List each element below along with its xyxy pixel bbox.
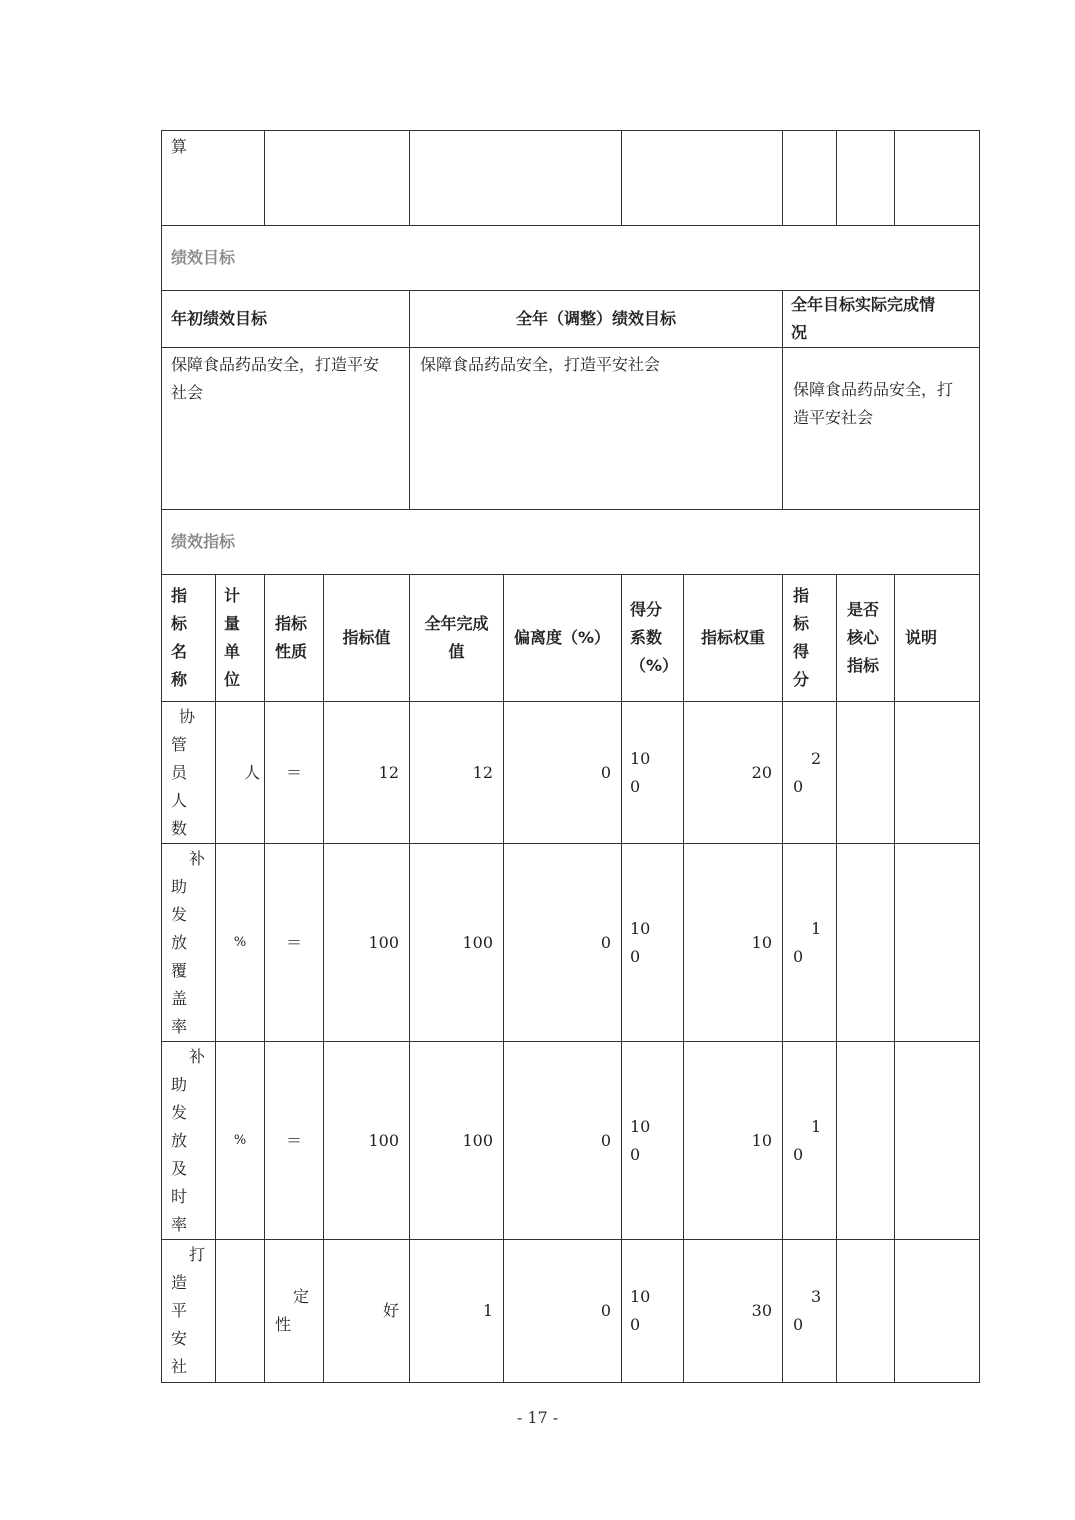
ih-name-3: 名 [171,642,188,661]
row1-name-5: 数 [171,818,188,838]
row1-coef-2: 0 [630,776,641,796]
goals-initial-line1: 保障食品药品安全，打造平安 [171,355,380,374]
row3-completed [410,1042,504,1240]
row3-completed-text: 100 [462,1130,493,1150]
row1-name-4: 人 [171,790,188,810]
row4-score-1: 3 [811,1287,822,1306]
page-number: - 17 - [516,1408,559,1427]
goals-actual-content [783,348,980,510]
top-row-cell [265,130,410,226]
row2-completed [410,844,504,1042]
goals-initial-line2: 社会 [171,383,204,402]
row2-unit [216,844,265,1042]
row4-name-3: 平 [171,1301,188,1320]
ih-coefficient [622,575,684,702]
row4-nature-2: 性 [275,1315,292,1334]
row3-coef-2: 0 [630,1144,641,1164]
ih-weight [684,575,783,702]
table-row [161,702,216,844]
ih-value-text: 指标值 [342,628,391,647]
row4-nature [265,1240,324,1383]
row2-name-1: 补 [189,848,206,868]
row4-core [837,1240,895,1383]
goals-header-adjusted [410,291,783,348]
row2-coef-2: 0 [630,946,641,966]
row4-score [783,1240,837,1383]
row3-value [324,1042,410,1240]
row3-nature-text: ＝ [285,1130,302,1150]
row2-score [783,844,837,1042]
row4-coefficient [622,1240,684,1383]
row1-note [895,702,980,844]
row1-nature-text: ＝ [285,762,302,782]
row4-weight [684,1240,783,1383]
row2-unit-text: % [233,934,247,950]
row4-weight-text: 30 [751,1301,772,1320]
goals-header-actual-line1: 全年目标实际完成情 [791,295,936,314]
ih-note [895,575,980,702]
top-row-cell [783,130,837,226]
row1-value-text: 12 [378,762,399,782]
row1-weight-text: 20 [751,762,772,782]
top-row-label [161,130,265,226]
goals-header-actual-line2: 况 [791,323,808,342]
ih-unit-4: 位 [224,670,241,689]
row4-coef-2: 0 [630,1315,641,1334]
ih-completed-1: 全年完成 [424,614,489,633]
ih-name-1: 指 [171,586,188,605]
performance-table [161,130,980,1383]
row1-unit [216,702,265,844]
top-row-cell [410,130,622,226]
goals-initial-content [161,348,410,510]
ih-score [783,575,837,702]
row2-completed-text: 100 [462,932,493,952]
ih-name-2: 标 [171,614,188,633]
row1-unit-text: 人 [243,762,260,782]
row3-score-2: 0 [793,1144,804,1164]
row3-name-1: 补 [189,1046,206,1066]
row3-coef-1: 10 [630,1116,651,1136]
row2-name-7: 率 [171,1016,188,1036]
row3-nature [265,1042,324,1240]
row2-score-2: 0 [793,946,804,966]
section-indicators-title: 绩效指标 [171,532,236,551]
row2-value-text: 100 [368,932,399,952]
row4-completed [410,1240,504,1383]
ih-value [324,575,410,702]
row3-score [783,1042,837,1240]
row1-score-1: 2 [811,748,822,768]
ih-note-text: 说明 [905,628,938,647]
row3-core [837,1042,895,1240]
ih-unit-1: 计 [224,586,241,605]
row1-deviation [504,702,622,844]
goals-header-initial [161,291,410,348]
row1-value [324,702,410,844]
row2-weight [684,844,783,1042]
row4-name-4: 安 [171,1329,188,1348]
row2-score-1: 1 [811,918,822,938]
row4-score-2: 0 [793,1315,804,1334]
ih-score-2: 标 [793,614,810,633]
ih-unit-2: 量 [224,614,241,633]
row3-value-text: 100 [368,1130,399,1150]
table-row [161,1042,216,1240]
row2-coefficient [622,844,684,1042]
goals-header-initial-text: 年初绩效目标 [171,309,268,328]
row3-name-7: 率 [171,1214,188,1234]
row2-value [324,844,410,1042]
row2-deviation [504,844,622,1042]
row4-unit [216,1240,265,1383]
row2-deviation-text: 0 [600,932,611,952]
row4-name-1: 打 [189,1245,206,1264]
section-indicators [161,510,980,575]
ih-score-3: 得 [793,642,810,661]
row4-deviation [504,1240,622,1383]
top-row-cell [622,130,783,226]
row4-completed-text: 1 [482,1301,493,1320]
row3-name-5: 及 [171,1158,188,1178]
row1-completed [410,702,504,844]
row2-coef-1: 10 [630,918,651,938]
goals-header-adjusted-text: 全年（调整）绩效目标 [515,309,676,328]
row2-name-5: 覆 [171,960,188,980]
row2-nature [265,844,324,1042]
row2-note [895,844,980,1042]
row3-weight [684,1042,783,1240]
row2-name-2: 助 [171,876,188,896]
row1-score-2: 0 [793,776,804,796]
goals-actual-line2: 造平安社会 [793,408,874,427]
row3-deviation [504,1042,622,1240]
row3-score-1: 1 [811,1116,822,1136]
goals-header-actual [783,291,980,348]
ih-nature-2: 性质 [275,642,308,661]
row1-score [783,702,837,844]
row3-name-2: 助 [171,1074,188,1094]
section-goals-title: 绩效目标 [171,248,236,267]
table-row [161,1240,216,1383]
row3-unit [216,1042,265,1240]
section-goals [161,226,980,291]
row2-name-3: 发 [171,904,188,924]
ih-unit-3: 单 [224,642,241,661]
row3-name-3: 发 [171,1102,188,1122]
ih-core-2: 核心 [847,628,880,647]
ih-name-4: 称 [171,670,188,689]
row3-coefficient [622,1042,684,1240]
ih-nature-1: 指标 [275,614,308,633]
ih-coef-3: （%） [630,656,679,675]
row1-nature [265,702,324,844]
ih-nature [265,575,324,702]
row1-completed-text: 12 [472,762,493,782]
ih-score-4: 分 [793,670,810,689]
row2-weight-text: 10 [751,932,772,952]
row3-unit-text: % [233,1132,247,1148]
row4-deviation-text: 0 [600,1301,611,1320]
goals-actual-line1: 保障食品药品安全，打 [793,380,954,399]
row1-name-1: 协 [179,706,196,726]
ih-coef-1: 得分 [630,600,663,619]
goals-adjusted-text: 保障食品药品安全，打造平安社会 [420,355,661,374]
row2-nature-text: ＝ [285,932,302,952]
row2-name-6: 盖 [171,988,188,1008]
ih-completed [410,575,504,702]
ih-coef-2: 系数 [630,628,663,647]
row2-core [837,844,895,1042]
ih-name [161,575,216,702]
row4-name-2: 造 [171,1273,188,1292]
row1-coefficient [622,702,684,844]
row3-deviation-text: 0 [600,1130,611,1150]
ih-weight-text: 指标权重 [700,628,765,647]
ih-core [837,575,895,702]
ih-completed-2: 值 [448,642,465,661]
top-row-cell [837,130,895,226]
row4-value-text: 好 [382,1301,399,1320]
row4-coef-1: 10 [630,1287,651,1306]
top-row-cell [895,130,980,226]
row3-name-6: 时 [171,1186,188,1206]
row3-note [895,1042,980,1240]
ih-core-3: 指标 [847,656,880,675]
ih-deviation-text: 偏离度（%） [514,628,611,647]
row1-name-2: 管 [171,734,188,754]
row1-coef-1: 10 [630,748,651,768]
ih-core-1: 是否 [847,600,880,619]
row4-value [324,1240,410,1383]
row1-weight [684,702,783,844]
row3-name-4: 放 [171,1130,188,1150]
row1-deviation-text: 0 [600,762,611,782]
row1-core [837,702,895,844]
ih-score-1: 指 [793,586,810,605]
top-row-label-text: 算 [171,137,188,156]
row4-nature-1: 定 [293,1287,310,1306]
goals-adjusted-content [410,348,783,510]
ih-unit [216,575,265,702]
row4-name-5: 社 [171,1357,188,1376]
row1-name-3: 员 [171,762,188,782]
ih-deviation [504,575,622,702]
row3-weight-text: 10 [751,1130,772,1150]
row4-note [895,1240,980,1383]
table-row [161,844,216,1042]
row2-name-4: 放 [171,932,188,952]
